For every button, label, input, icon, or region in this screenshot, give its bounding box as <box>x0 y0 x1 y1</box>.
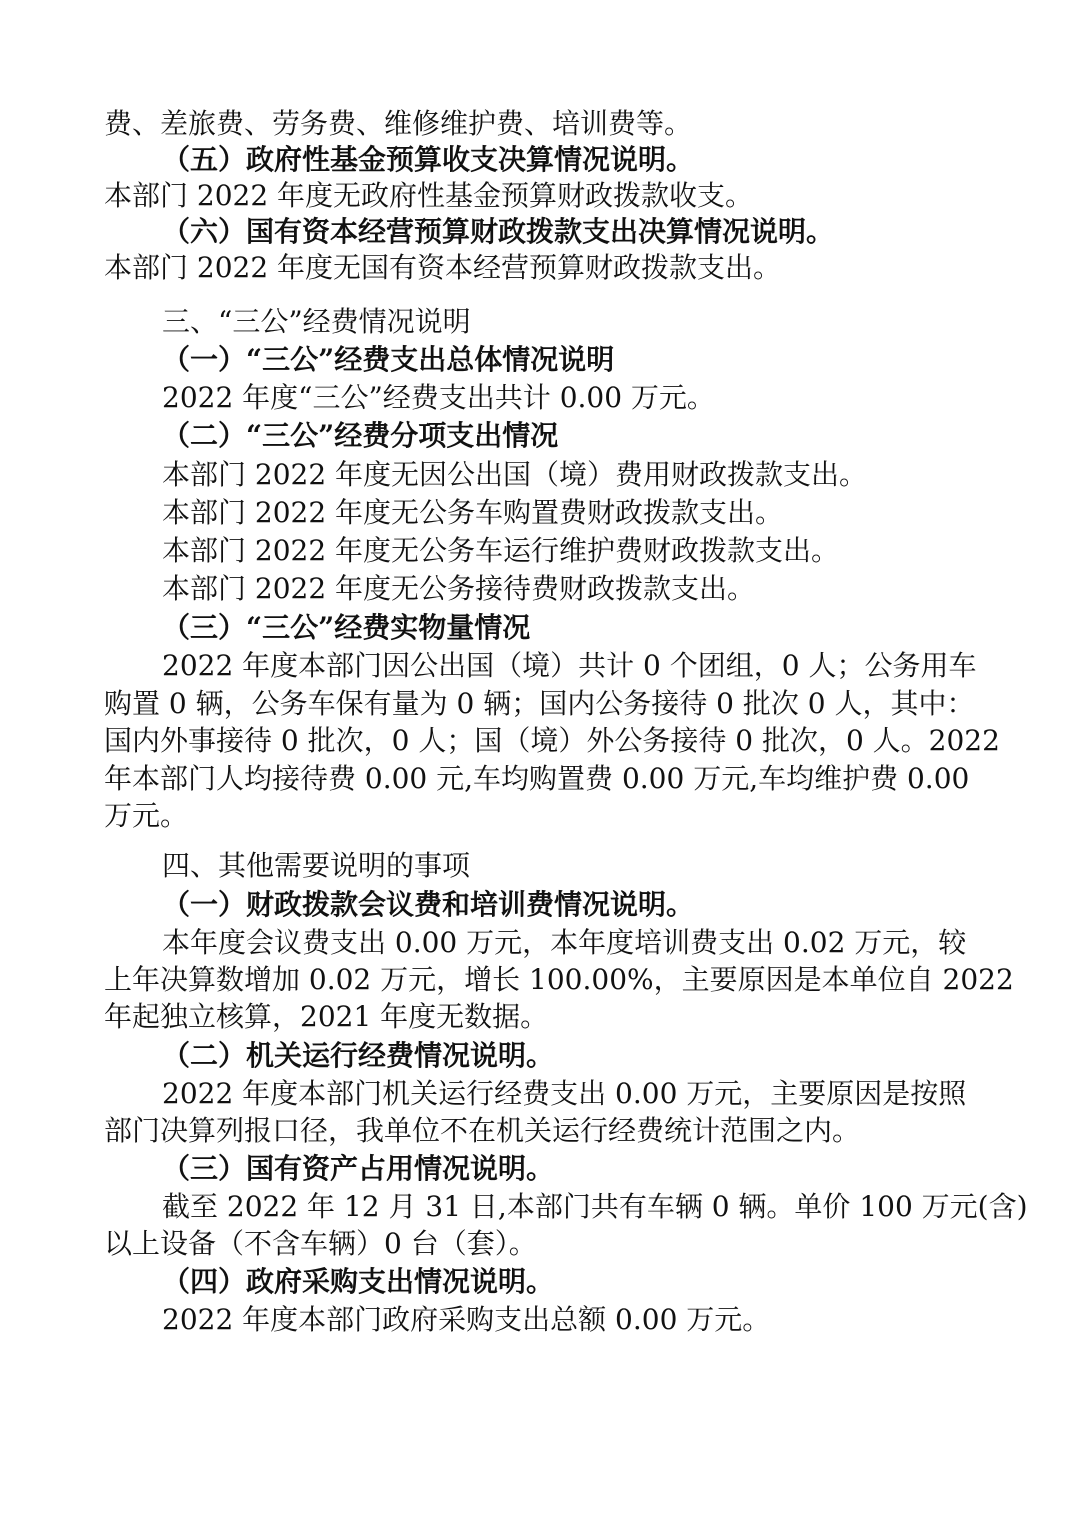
paragraph-line: 2022 年度本部门因公出国（境）共计 0 个团组，0 人；公务用车 <box>162 649 977 682</box>
paragraph-line: 国内外事接待 0 批次，0 人；国（境）外公务接待 0 批次，0 人。2022 <box>104 724 1000 757</box>
paragraph-line: 年起独立核算，2021 年度无数据。 <box>104 1000 549 1033</box>
paragraph-line: 费、差旅费、劳务费、维修维护费、培训费等。 <box>104 107 693 140</box>
paragraph-line: 以上设备（不含车辆）0 台（套）。 <box>104 1227 537 1260</box>
subsection-heading: （三）“三公”经费实物量情况 <box>162 611 531 644</box>
paragraph-line: 本部门 2022 年度无国有资本经营预算财政拨款支出。 <box>104 251 782 284</box>
section-heading: 四、其他需要说明的事项 <box>162 849 471 882</box>
paragraph-line: 上年决算数增加 0.02 万元，增长 100.00%，主要原因是本单位自 2022 <box>104 963 1014 996</box>
subsection-heading: （三）国有资产占用情况说明。 <box>162 1152 555 1185</box>
subsection-heading: （四）政府采购支出情况说明。 <box>162 1265 555 1298</box>
subsection-heading: （二）“三公”经费分项支出情况 <box>162 419 559 452</box>
subsection-heading: （一）财政拨款会议费和培训费情况说明。 <box>162 888 695 921</box>
paragraph-line: 万元。 <box>104 799 189 832</box>
paragraph-line: 本年度会议费支出 0.00 万元，本年度培训费支出 0.02 万元，较 <box>162 926 967 959</box>
paragraph-line: 2022 年度“三公”经费支出共计 0.00 万元。 <box>162 381 715 414</box>
paragraph-line: 购置 0 辆，公务车保有量为 0 辆；国内公务接待 0 批次 0 人，其中： <box>104 687 975 720</box>
paragraph-line: 本部门 2022 年度无政府性基金预算财政拨款收支。 <box>104 179 754 212</box>
subsection-heading: （五）政府性基金预算收支决算情况说明。 <box>162 143 695 176</box>
paragraph-line: 本部门 2022 年度无因公出国（境）费用财政拨款支出。 <box>162 458 868 491</box>
paragraph-line: 年本部门人均接待费 0.00 元,车均购置费 0.00 万元,车均维护费 0.00 <box>104 762 970 795</box>
subsection-heading: （一）“三公”经费支出总体情况说明 <box>162 343 615 376</box>
subsection-heading: （六）国有资本经营预算财政拨款支出决算情况说明。 <box>162 215 835 248</box>
paragraph-line: 2022 年度本部门机关运行经费支出 0.00 万元，主要原因是按照 <box>162 1077 967 1110</box>
paragraph-line: 部门决算列报口径，我单位不在机关运行经费统计范围之内。 <box>104 1114 861 1147</box>
paragraph-line: 本部门 2022 年度无公务车购置费财政拨款支出。 <box>162 496 784 529</box>
paragraph-line: 本部门 2022 年度无公务接待费财政拨款支出。 <box>162 572 756 605</box>
section-heading: 三、“三公”经费情况说明 <box>162 305 471 338</box>
paragraph-line: 本部门 2022 年度无公务车运行维护费财政拨款支出。 <box>162 534 840 567</box>
paragraph-line: 截至 2022 年 12 月 31 日,本部门共有车辆 0 辆。单价 100 万元(含) <box>162 1190 1028 1223</box>
paragraph-line: 2022 年度本部门政府采购支出总额 0.00 万元。 <box>162 1303 771 1336</box>
subsection-heading: （二）机关运行经费情况说明。 <box>162 1039 555 1072</box>
